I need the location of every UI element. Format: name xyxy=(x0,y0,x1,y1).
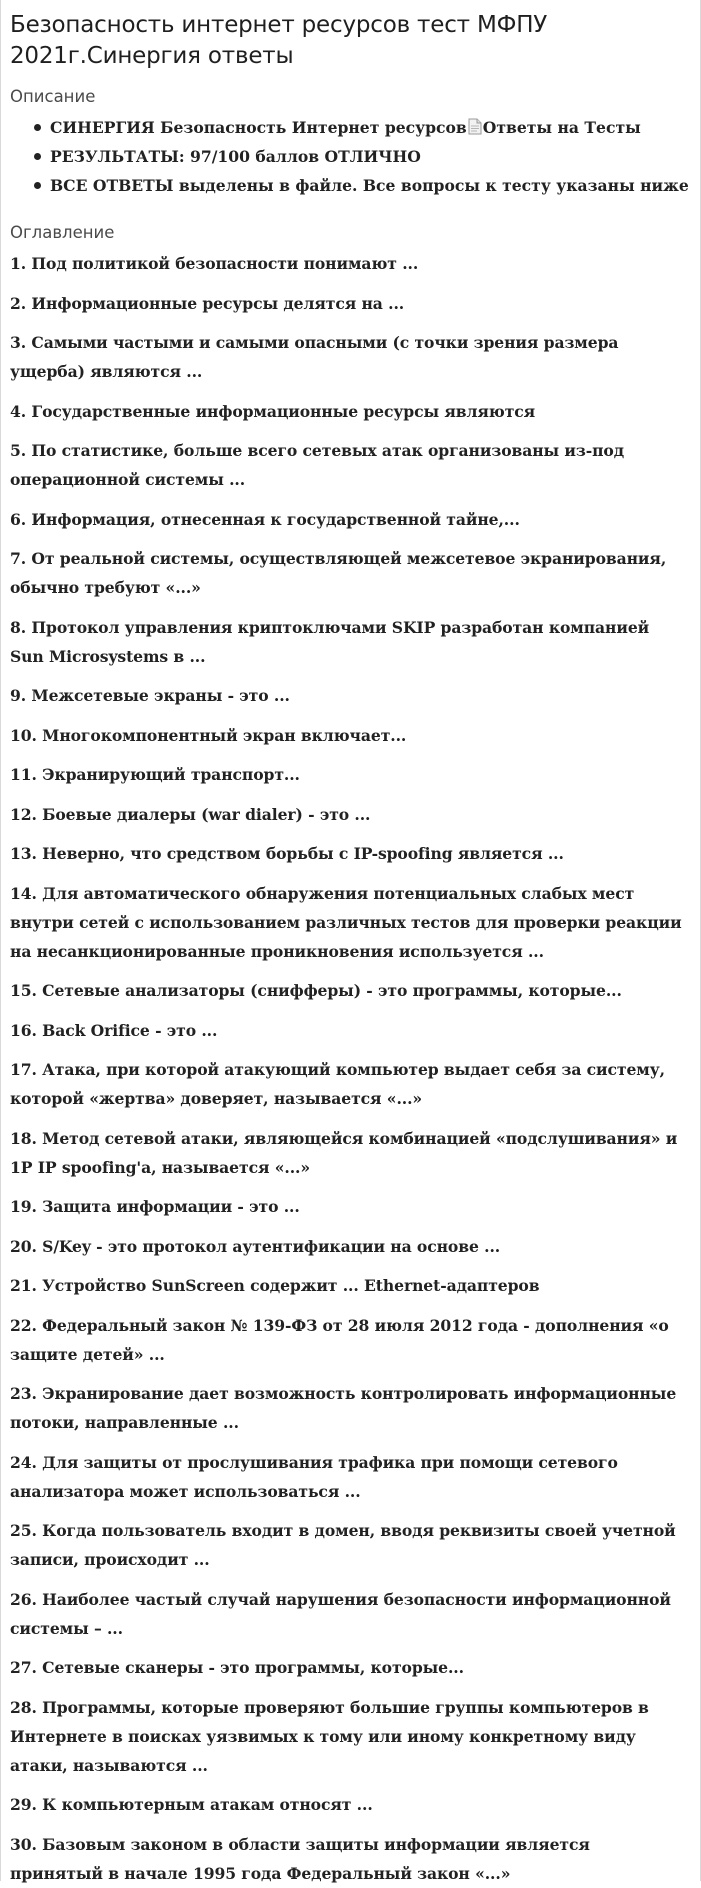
toc-item[interactable]: 29. К компьютерным атакам относят ... xyxy=(10,1795,373,1814)
toc-item[interactable]: 16. Back Orifice - это ... xyxy=(10,1020,218,1040)
toc-item[interactable]: 21. Устройство SunScreen содержит ... Ethernet-адаптеров xyxy=(10,1276,540,1295)
toc-item[interactable]: 4. Государственные информационные ресурсы являются xyxy=(10,401,536,421)
toc-item[interactable]: 19. Защита информации - это ... xyxy=(10,1197,300,1216)
toc-item[interactable]: 26. Наиболее частый случай нарушения безопасности информационной системы – ... xyxy=(10,1589,671,1638)
toc-item[interactable]: 11. Экранирующий транспорт... xyxy=(10,765,300,784)
toc-item[interactable]: 25. Когда пользователь входит в домен, вводя реквизиты своей учетной записи, происходит ... xyxy=(10,1521,676,1569)
description-text-part: Ответы на Тесты xyxy=(482,118,641,137)
description-label: Описание xyxy=(10,87,96,106)
table-of-contents xyxy=(10,249,690,1888)
toc-item[interactable]: 8. Протокол управления криптоключами SKIP разработан компанией Sun Microsystems в ... xyxy=(10,617,650,666)
toc-item[interactable]: 30. Базовым законом в области защиты информации является принятый в начале 1995 года Федеральный закон «...» xyxy=(10,1834,590,1883)
toc-item[interactable]: 23. Экранирование дает возможность контролировать информационные потоки, направленные ... xyxy=(10,1384,677,1432)
toc-item[interactable]: 20. S/Key - это протокол аутентификации на основе ... xyxy=(10,1236,501,1256)
toc-item[interactable]: 15. Сетевые анализаторы (снифферы) - это программы, которые... xyxy=(10,981,622,1000)
bullet-icon xyxy=(34,124,41,131)
toc-item[interactable]: 27. Сетевые сканеры - это программы, которые... xyxy=(10,1658,464,1677)
description-item xyxy=(32,113,690,142)
description-item xyxy=(32,171,690,200)
toc-item[interactable]: 17. Атака, при которой атакующий компьютер выдает себя за систему, которой «жертва» доверяет, называется «...» xyxy=(10,1060,665,1108)
toc-item[interactable]: 2. Информационные ресурсы делятся на ... xyxy=(10,293,405,313)
toc-item[interactable]: 18. Метод сетевой атаки, являющейся комбинацией «подслушивания» и 1Р IP spoofing'a, называется «...» xyxy=(10,1128,678,1177)
bullet-icon xyxy=(34,153,41,160)
description-text: ВСЕ ОТВЕТЫ выделены в файле. Все вопросы к тесту указаны ниже xyxy=(50,176,689,195)
toc-item[interactable]: 14. Для автоматического обнаружения потенциальных слабых мест внутри сетей с использованием различных тестов для проверки реакции на несанкционированные проникновения используется ... xyxy=(10,883,682,961)
description-text-part: СИНЕРГИЯ Безопасность Интернет ресурсов xyxy=(50,118,467,137)
toc-item[interactable]: 7. От реальной системы, осуществляющей межсетевое экранирования, обычно требуют «...» xyxy=(10,549,667,597)
page-title: Безопасность интернет ресурсов тест МФПУ 2021г.Синергия ответы xyxy=(10,12,548,69)
toc-item[interactable]: 5. По статистике, больше всего сетевых атак организованы из-под операционной системы ... xyxy=(10,441,625,489)
toc-item[interactable]: 9. Межсетевые экраны - это ... xyxy=(10,686,290,705)
description-item xyxy=(32,142,690,171)
toc-label: Оглавление xyxy=(10,223,115,242)
bullet-icon xyxy=(34,182,41,189)
toc-item[interactable]: 12. Боевые диалеры (war dialer) - это ... xyxy=(10,804,371,824)
toc-item[interactable]: 3. Самыми частыми и самыми опасными (с точки зрения размера ущерба) являются ... xyxy=(10,333,619,381)
document-icon xyxy=(468,115,482,132)
description-text: РЕЗУЛЬТАТЫ: 97/100 баллов ОТЛИЧНО xyxy=(50,147,421,166)
toc-item[interactable]: 28. Программы, которые проверяют большие группы компьютеров в Интернете в поисках уязвимых к тому или иному конкретному виду атаки, называются ... xyxy=(10,1697,649,1775)
toc-item[interactable]: 24. Для защиты от прослушивания трафика при помощи сетевого анализатора может использоваться ... xyxy=(10,1452,618,1501)
toc-item[interactable]: 22. Федеральный закон № 139-ФЗ от 28 июля 2012 года - дополнения «о защите детей» ... xyxy=(10,1315,669,1364)
toc-item[interactable]: 1. Под политикой безопасности понимают ... xyxy=(10,254,419,273)
toc-item[interactable]: 10. Многокомпонентный экран включает... xyxy=(10,725,407,745)
description-list xyxy=(10,113,690,200)
toc-item[interactable]: 6. Информация, отнесенная к государственной тайне,... xyxy=(10,509,520,529)
toc-item[interactable]: 13. Неверно, что средством борьбы с IP-spoofing является ... xyxy=(10,844,564,863)
